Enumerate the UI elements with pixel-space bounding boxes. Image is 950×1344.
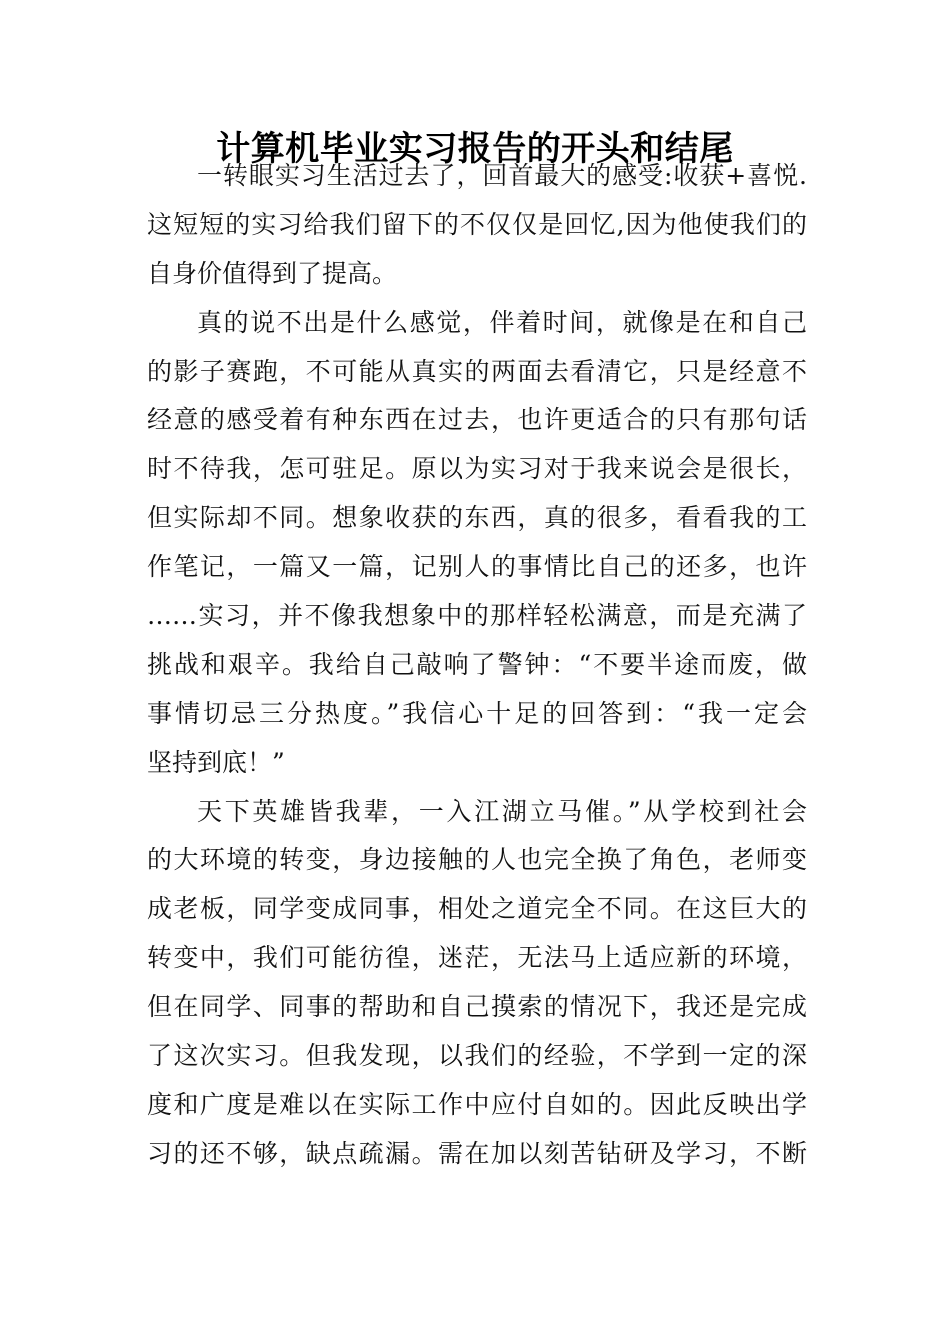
- paragraph-line: 一转眼实习生活过去了，回首最大的感受:收获+喜悦.: [197, 161, 807, 190]
- paragraph-line: 转变中，我们可能彷徨，迷茫，无法马上适应新的环境，: [147, 943, 807, 973]
- paragraph-line: 习的还不够，缺点疏漏。需在加以刻苦钻研及学习，不断: [147, 1138, 807, 1168]
- paragraph-line: ……实习，并不像我想象中的那样轻松满意，而是充满了: [147, 601, 807, 631]
- paragraph-line: 挑战和艰辛。我给自己敲响了警钟：“不要半途而废，做: [147, 649, 807, 679]
- paragraph-line: 但实际却不同。想象收获的东西，真的很多，看看我的工: [147, 503, 807, 533]
- paragraph-line: 自身价值得到了提高。: [147, 258, 398, 288]
- document-body: [147, 152, 807, 1179]
- paragraph-line: 但在同学、同事的帮助和自己摸索的情况下，我还是完成: [147, 992, 807, 1022]
- paragraph-line: 作笔记，一篇又一篇，记别人的事情比自己的还多，也许: [147, 552, 807, 582]
- document-title: 计算机毕业实习报告的开头和结尾: [216, 129, 734, 169]
- paragraph-line: 的大环境的转变，身边接触的人也完全换了角色，老师变: [147, 845, 807, 875]
- paragraph-line: 这短短的实习给我们留下的不仅仅是回忆,因为他使我们的: [147, 209, 807, 239]
- paragraph-line: 真的说不出是什么感觉，伴着时间，就像是在和自己: [197, 307, 807, 337]
- paragraph-2: [147, 299, 807, 788]
- paragraph-line: 度和广度是难以在实际工作中应付自如的。因此反映出学: [147, 1089, 807, 1119]
- paragraph-line: 了这次实习。但我发现，以我们的经验，不学到一定的深: [147, 1041, 807, 1071]
- paragraph-line: 的影子赛跑，不可能从真实的两面去看清它，只是经意不: [147, 356, 807, 386]
- paragraph-line: 事情切忌三分热度。”我信心十足的回答到：“我一定会: [147, 698, 807, 728]
- paragraph-1: [147, 152, 807, 299]
- paragraph-line: 时不待我，怎可驻足。原以为实习对于我来说会是很长，: [147, 454, 807, 484]
- paragraph-line: 经意的感受着有种东西在过去，也许更适合的只有那句话: [147, 405, 807, 435]
- paragraph-3: [147, 788, 807, 1179]
- paragraph-line: 成老板，同学变成同事，相处之道完全不同。在这巨大的: [147, 894, 807, 924]
- paragraph-line: 天下英雄皆我辈，一入江湖立马催。”从学校到社会: [197, 796, 807, 826]
- paragraph-line: 坚持到底！”: [147, 747, 285, 777]
